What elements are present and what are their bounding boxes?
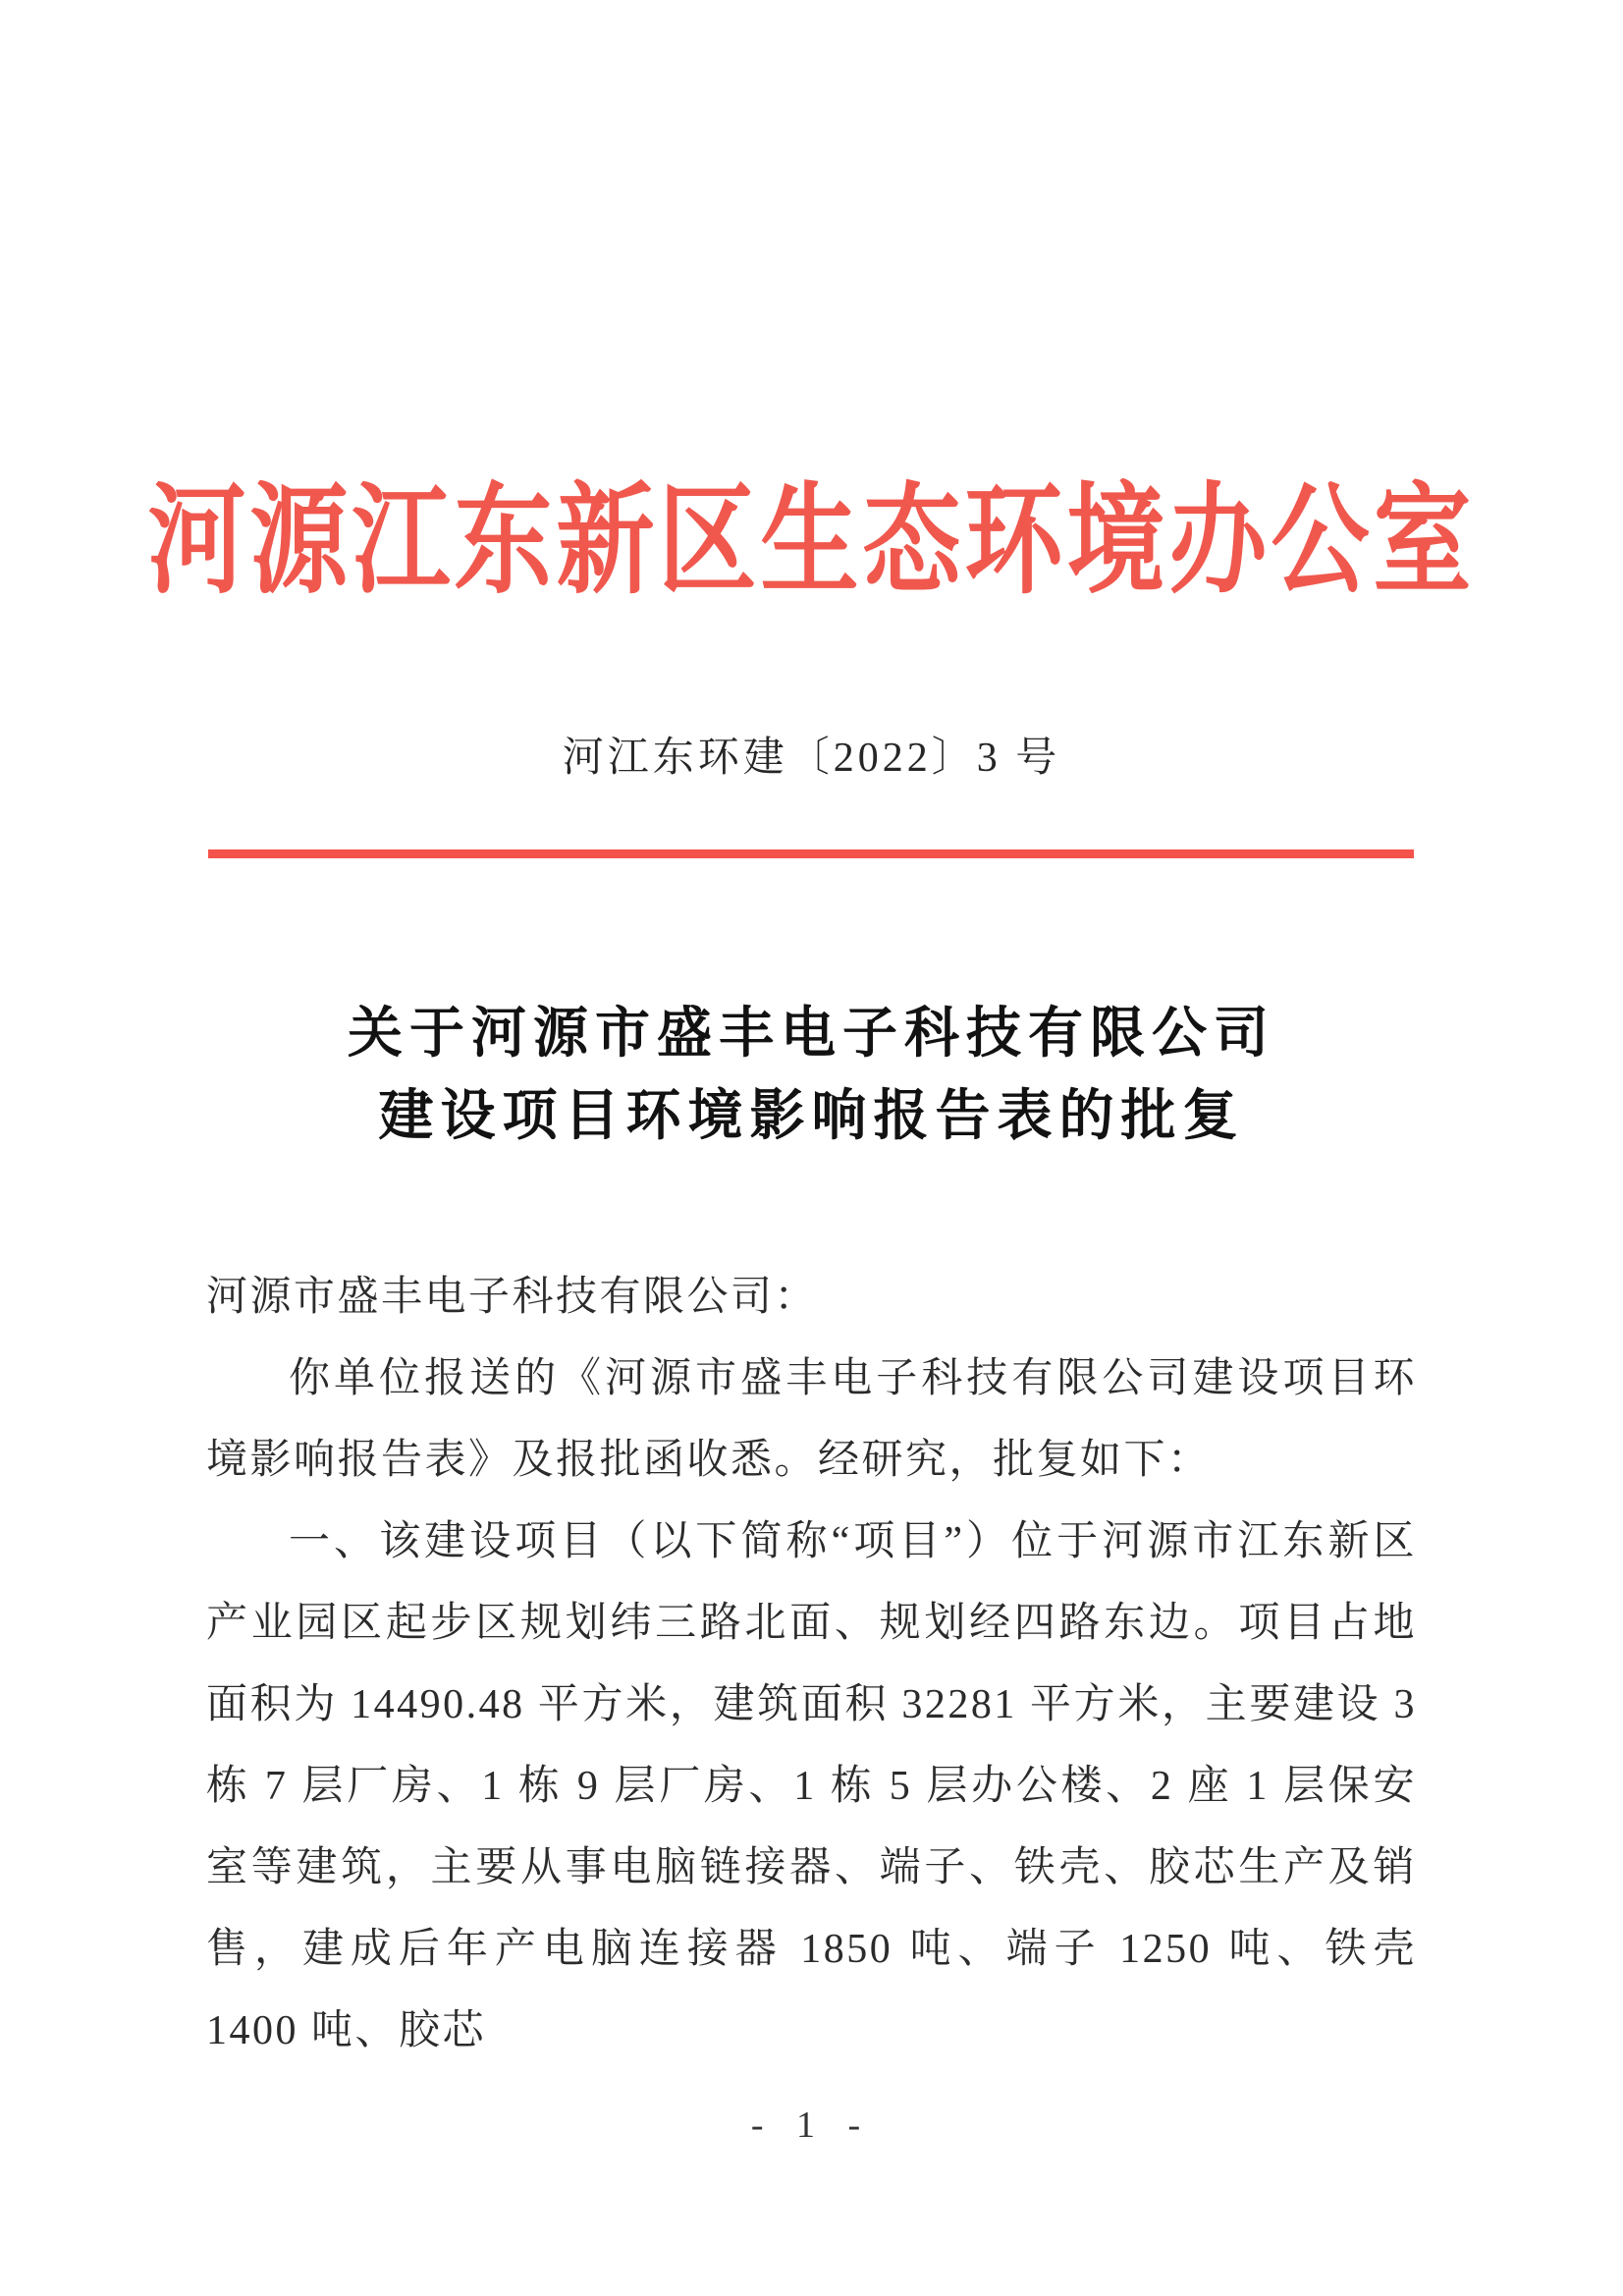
document-reference-number: 河江东环建〔2022〕3 号 <box>562 736 1061 781</box>
body-paragraph-1: 你单位报送的《河源市盛丰电子科技有限公司建设项目环境影响报告表》及报批函收悉。经研究，批复如下： <box>206 1356 1417 1483</box>
letterhead-office-name: 河源江东新区生态环境办公室 <box>147 474 1476 609</box>
document-title <box>0 992 1623 1157</box>
document-title-line-2: 建设项目环境影响报告表的批复 <box>378 1084 1245 1146</box>
document-title-line-1: 关于河源市盛丰电子科技有限公司 <box>348 1002 1275 1064</box>
page-number: - 1 - <box>750 2105 873 2146</box>
red-divider-rule <box>208 849 1414 858</box>
body-paragraph-2: 一、该建设项目（以下简称“项目”）位于河源市江东新区产业园区起步区规划纬三路北面、规划经四路东边。项目占地面积为 14490.48 平方米，建筑面积 32281 平方米，主要建设 3 栋 7 层厂房、1 栋 9 层厂房、1 栋 5 层办公楼、2 座 1 层保安室等建筑，主要从事电脑链接器、端子、铁壳、胶芯生产及销售，建成后年产电脑连接器 1850 吨、端子 1250 吨、铁壳 1400 吨、胶芯 <box>206 1519 1417 2053</box>
document-body <box>206 1257 1417 2072</box>
salutation-line: 河源市盛丰电子科技有限公司： <box>206 1275 819 1320</box>
